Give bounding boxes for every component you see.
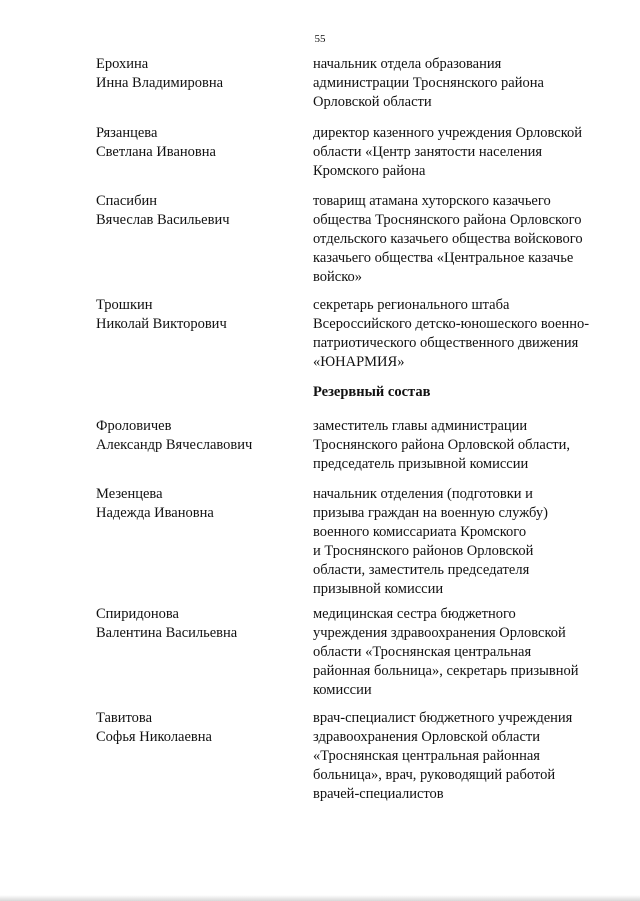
role-line: администрации Троснянского района (313, 75, 544, 91)
member-surname: Спасибин (96, 193, 157, 209)
member-name (96, 709, 296, 747)
member-name (96, 192, 296, 230)
member-role (313, 709, 613, 804)
member-role (313, 296, 613, 372)
role-line: врач-специалист бюджетного учреждения (313, 710, 573, 726)
page-number: 55 (314, 33, 326, 45)
role-line: и Троснянского районов Орловской (313, 543, 534, 559)
role-line: Троснянского района Орловской области, (313, 437, 571, 453)
member-surname: Фроловичев (96, 418, 172, 434)
role-line: призыва граждан на военную службу) (313, 505, 548, 521)
member-name (96, 485, 296, 523)
member-surname: Рязанцева (96, 125, 158, 141)
member-surname: Ерохина (96, 56, 149, 72)
role-line: казачьего общества «Центральное казачье (313, 250, 574, 266)
role-line: войско» (313, 269, 363, 285)
member-role (313, 192, 613, 287)
member-given-name: Светлана Ивановна (96, 144, 216, 160)
role-line: медицинская сестра бюджетного (313, 606, 516, 622)
role-line: директор казенного учреждения Орловской (313, 125, 583, 141)
role-line: области «Центр занятости населения (313, 144, 543, 160)
member-surname: Мезенцева (96, 486, 163, 502)
role-line: начальник отдела образования (313, 56, 502, 72)
member-name (96, 605, 296, 643)
member-surname: Трошкин (96, 297, 153, 313)
member-name (96, 124, 296, 162)
member-role (313, 417, 613, 474)
member-given-name: Надежда Ивановна (96, 505, 214, 521)
role-line: председатель призывной комиссии (313, 456, 529, 472)
member-given-name: Валентина Васильевна (96, 625, 238, 641)
role-line: отдельского казачьего общества войскового (313, 231, 583, 247)
member-role (313, 55, 613, 112)
member-given-name: Николай Викторович (96, 316, 227, 332)
role-line: «Троснянская центральная районная (313, 748, 540, 764)
member-role (313, 124, 613, 181)
member-role (313, 485, 613, 599)
role-line: военного комиссариата Кромского (313, 524, 527, 540)
role-line: призывной комиссии (313, 581, 444, 597)
role-line: районная больница», секретарь призывной (313, 663, 579, 679)
role-line: Кромского района (313, 163, 426, 179)
role-line: Всероссийского детско-юношеского военно- (313, 316, 590, 332)
role-line: заместитель главы администрации (313, 418, 528, 434)
member-name (96, 417, 296, 455)
role-line: врачей-специалистов (313, 786, 444, 802)
member-name (96, 296, 296, 334)
role-line: больница», врач, руководящий работой (313, 767, 556, 783)
member-name (96, 55, 296, 93)
role-line: области «Троснянская центральная (313, 644, 532, 660)
role-line: области, заместитель председателя (313, 562, 530, 578)
role-line: здравоохранения Орловской области (313, 729, 540, 745)
member-surname: Спиридонова (96, 606, 179, 622)
role-line: начальник отделения (подготовки и (313, 486, 533, 502)
role-line: Орловской области (313, 94, 432, 110)
role-line: комиссии (313, 682, 372, 698)
role-line: общества Троснянского района Орловского (313, 212, 582, 228)
role-line: патриотического общественного движения (313, 335, 579, 351)
scan-edge-shadow (0, 895, 640, 901)
member-given-name: Вячеслав Васильевич (96, 212, 230, 228)
role-line: «ЮНАРМИЯ» (313, 354, 405, 370)
role-line: товарищ атамана хуторского казачьего (313, 193, 551, 209)
section-heading-reserve: Резервный состав (313, 384, 431, 400)
role-line: секретарь регионального штаба (313, 297, 510, 313)
member-role (313, 605, 613, 700)
member-surname: Тавитова (96, 710, 153, 726)
member-given-name: Инна Владимировна (96, 75, 224, 91)
role-line: учреждения здравоохранения Орловской (313, 625, 566, 641)
member-given-name: Александр Вячеславович (96, 437, 253, 453)
member-given-name: Софья Николаевна (96, 729, 212, 745)
